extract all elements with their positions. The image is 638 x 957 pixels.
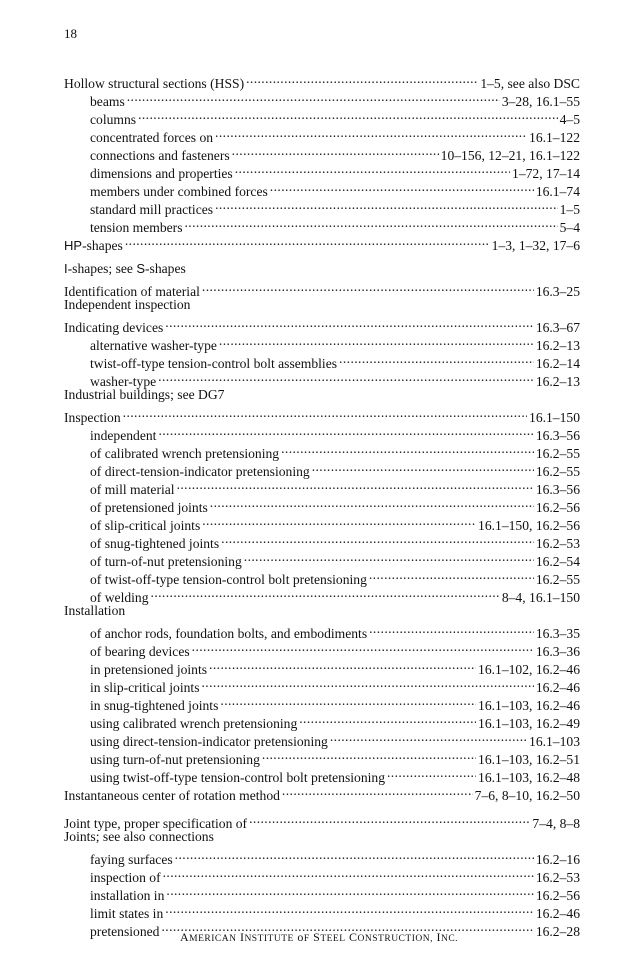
index-term bbox=[90, 147, 230, 165]
page-reference: 16.2–53 bbox=[535, 870, 580, 885]
dot-leader bbox=[299, 710, 476, 728]
index-entry bbox=[64, 314, 580, 335]
page-reference: 16.1–103 bbox=[529, 734, 580, 749]
index-subentry bbox=[64, 106, 580, 127]
index-term-text: Identification of material bbox=[64, 284, 200, 299]
index-term bbox=[90, 517, 200, 535]
page-reference: 16.2–16 bbox=[535, 852, 580, 867]
index-term bbox=[90, 905, 163, 923]
page-reference: 16.2–55 bbox=[535, 464, 580, 479]
index-term bbox=[90, 715, 297, 733]
index-term-text: faying surfaces bbox=[90, 852, 173, 867]
index-term-text: of bearing devices bbox=[90, 644, 190, 659]
index-subentry bbox=[64, 422, 580, 443]
index-entry bbox=[64, 296, 580, 314]
page-reference: 16.3–56 bbox=[535, 428, 580, 443]
index-term bbox=[90, 751, 260, 769]
dot-leader bbox=[330, 728, 527, 746]
page-reference: 16.1–122 bbox=[529, 130, 580, 145]
page-reference: 10–156, 12–21, 16.1–122 bbox=[440, 148, 580, 163]
dot-leader bbox=[202, 278, 534, 296]
dot-leader bbox=[158, 422, 533, 440]
dot-leader bbox=[235, 160, 510, 178]
page-reference: 16.2–28 bbox=[535, 924, 580, 939]
dot-leader bbox=[177, 476, 534, 494]
dot-leader bbox=[281, 440, 534, 458]
index-term-text: dimensions and properties bbox=[90, 166, 233, 181]
index-term-text: using calibrated wrench pretensioning bbox=[90, 716, 298, 731]
page-reference: 8–4, 16.1–150 bbox=[501, 590, 580, 605]
dot-leader bbox=[166, 882, 533, 900]
page-reference: 16.3–56 bbox=[535, 482, 580, 497]
dot-leader bbox=[158, 368, 534, 386]
index-term-text: connections and fasteners bbox=[90, 148, 230, 163]
footer-text: AMERICAN INSTITUTE oF STEEL CONSTRUCTION, INC. bbox=[179, 930, 459, 944]
index-term-text: inspection of bbox=[90, 870, 161, 885]
dot-leader bbox=[369, 620, 534, 638]
dot-leader bbox=[244, 548, 534, 566]
index-term bbox=[64, 828, 214, 846]
page-reference: 16.3–25 bbox=[535, 284, 580, 299]
index-entry bbox=[64, 278, 580, 299]
index-term-text: Instantaneous center of rotation method bbox=[64, 788, 280, 803]
page-reference: 16.1–150, 16.2–56 bbox=[478, 518, 580, 533]
page-reference: 1–72, 17–14 bbox=[512, 166, 580, 181]
index-term-text: Industrial buildings; see DG7 bbox=[64, 387, 225, 402]
dot-leader bbox=[151, 584, 500, 602]
page-reference: 16.2–54 bbox=[535, 554, 580, 569]
page-reference: 16.1–150 bbox=[529, 410, 580, 425]
index-term-text: of turn-of-nut pretensioning bbox=[90, 554, 242, 569]
index-subentry bbox=[64, 846, 580, 867]
page-reference: 16.3–67 bbox=[535, 320, 580, 335]
page-reference: 16.3–35 bbox=[535, 626, 580, 641]
dot-leader bbox=[270, 178, 534, 196]
dot-leader bbox=[202, 674, 534, 692]
dot-leader bbox=[282, 782, 473, 800]
dot-leader bbox=[165, 900, 534, 918]
index-term-text: -shapes bbox=[82, 238, 123, 253]
page-reference: 1–5 bbox=[559, 202, 580, 217]
index-term-text: twist-off-type tension-control bolt assemblies bbox=[90, 356, 338, 371]
dot-leader bbox=[163, 864, 534, 882]
index-term-text: in slip-critical joints bbox=[90, 680, 200, 695]
index-term bbox=[90, 661, 207, 679]
dot-leader bbox=[210, 494, 534, 512]
page-reference: 3–28, 16.1–55 bbox=[501, 94, 580, 109]
index-entry bbox=[64, 70, 580, 91]
dot-leader bbox=[215, 196, 558, 214]
page-reference: 16.3–36 bbox=[535, 644, 580, 659]
index-term-text: of pretensioned joints bbox=[90, 500, 208, 515]
index-term bbox=[90, 111, 136, 129]
dot-leader bbox=[125, 232, 490, 250]
dot-leader bbox=[123, 404, 527, 422]
page-reference: 1–3, 1–32, 17–6 bbox=[491, 238, 580, 253]
index-term bbox=[90, 553, 242, 571]
index-term-text: Indicating devices bbox=[64, 320, 164, 335]
index-term bbox=[64, 602, 125, 620]
index-term-text: of direct-tension-indicator pretensioning bbox=[90, 464, 310, 479]
index-term bbox=[64, 787, 280, 805]
index-term bbox=[64, 319, 163, 337]
index-term-text: in pretensioned joints bbox=[90, 662, 208, 677]
index-term-text: using twist-off-type tension-control bolt pretensioning bbox=[90, 770, 385, 785]
index-term bbox=[90, 93, 125, 111]
dot-leader bbox=[369, 566, 534, 584]
page-reference: 5–4 bbox=[559, 220, 580, 235]
dot-leader bbox=[339, 350, 534, 368]
index-term bbox=[90, 643, 190, 661]
index-subentry bbox=[64, 620, 580, 641]
index-term bbox=[90, 481, 175, 499]
dot-leader bbox=[202, 512, 476, 530]
index-term-text: tension members bbox=[90, 220, 183, 235]
index-term-text: of mill material bbox=[90, 482, 175, 497]
index-term-text: -shapes; see bbox=[67, 261, 137, 276]
page-reference: 16.2–46 bbox=[535, 906, 580, 921]
index-term bbox=[90, 535, 219, 553]
index-term-text: alternative washer-type bbox=[90, 338, 217, 353]
index-term-text: limit states in bbox=[90, 906, 164, 921]
page-reference: 16.1–103, 16.2–46 bbox=[478, 698, 580, 713]
dot-leader bbox=[249, 810, 530, 828]
index-entry bbox=[64, 386, 580, 404]
page-reference: 16.2–53 bbox=[535, 536, 580, 551]
index-term-text: Installation bbox=[64, 603, 126, 618]
page-reference: 4–5 bbox=[559, 112, 580, 127]
dot-leader bbox=[232, 142, 439, 160]
index-term bbox=[90, 337, 217, 355]
index-term bbox=[90, 851, 173, 869]
page-reference: 16.2–56 bbox=[535, 888, 580, 903]
index-subentry bbox=[64, 124, 580, 145]
index-term-text: beams bbox=[90, 94, 125, 109]
index-term bbox=[64, 386, 224, 404]
dot-leader bbox=[220, 692, 476, 710]
index-term-text: Inspection bbox=[64, 410, 121, 425]
index-term bbox=[90, 165, 233, 183]
page-reference: 7–6, 8–10, 16.2–50 bbox=[474, 788, 580, 803]
index-term bbox=[64, 237, 123, 255]
page-reference: 1–5, see also DSC bbox=[480, 76, 580, 91]
index-term-text: of slip-critical joints bbox=[90, 518, 201, 533]
dot-leader bbox=[192, 638, 534, 656]
page-reference: 16.2–46 bbox=[535, 680, 580, 695]
index-term bbox=[64, 260, 186, 278]
page-reference: 16.2–13 bbox=[535, 374, 580, 389]
dot-leader bbox=[387, 764, 476, 782]
page-reference: 16.1–103, 16.2–51 bbox=[478, 752, 580, 767]
index-entry bbox=[64, 404, 580, 425]
page-number: 18 bbox=[64, 26, 77, 41]
index-entry bbox=[64, 232, 580, 253]
index-term-text: using turn-of-nut pretensioning bbox=[90, 752, 260, 767]
index-term bbox=[64, 409, 121, 427]
shape-designation: S bbox=[136, 261, 145, 276]
index-term-text: of anchor rods, foundation bolts, and embodiments bbox=[90, 626, 368, 641]
index-term bbox=[90, 869, 161, 887]
dot-leader bbox=[219, 332, 534, 350]
index-term bbox=[90, 427, 156, 445]
index-term-text: using direct-tension-indicator pretensioning bbox=[90, 734, 328, 749]
index-term-text: Joints; see also connections bbox=[64, 829, 214, 844]
dot-leader bbox=[215, 124, 527, 142]
index-term-text: Independent inspection bbox=[64, 297, 191, 312]
index-entry bbox=[64, 828, 580, 846]
index-term-text: of snug-tightened joints bbox=[90, 536, 220, 551]
dot-leader bbox=[127, 88, 500, 106]
index-term-text: of twist-off-type tension-control bolt pretensioning bbox=[90, 572, 367, 587]
dot-leader bbox=[138, 106, 558, 124]
dot-leader bbox=[312, 458, 534, 476]
shape-designation: I bbox=[64, 261, 68, 276]
dot-leader bbox=[165, 314, 534, 332]
index-term bbox=[64, 296, 190, 314]
index-entry bbox=[64, 810, 580, 831]
index-term-text: installation in bbox=[90, 888, 165, 903]
dot-leader bbox=[185, 214, 558, 232]
page-reference: 16.2–55 bbox=[535, 446, 580, 461]
index-term-text: in snug-tightened joints bbox=[90, 698, 219, 713]
dot-leader bbox=[175, 846, 534, 864]
dot-leader bbox=[262, 746, 476, 764]
page-reference: 7–4, 8–8 bbox=[532, 816, 580, 831]
page-reference: 16.2–56 bbox=[535, 500, 580, 515]
index-term bbox=[90, 697, 218, 715]
index-term-text: members under combined forces bbox=[90, 184, 268, 199]
index-term bbox=[90, 887, 164, 905]
page-reference: 16.1–102, 16.2–46 bbox=[478, 662, 580, 677]
index-term bbox=[90, 499, 208, 517]
page-reference: 16.1–103, 16.2–48 bbox=[478, 770, 580, 785]
shape-designation: HP bbox=[64, 238, 83, 253]
index-term bbox=[90, 679, 200, 697]
page-reference: 16.1–103, 16.2–49 bbox=[478, 716, 580, 731]
index-entry bbox=[64, 260, 580, 278]
index-term-text: columns bbox=[90, 112, 137, 127]
page-reference: 16.1–74 bbox=[535, 184, 580, 199]
index-term-text: pretensioned bbox=[90, 924, 160, 939]
dot-leader bbox=[221, 530, 534, 548]
index-term-text: of calibrated wrench pretensioning bbox=[90, 446, 280, 461]
index-term bbox=[90, 129, 213, 147]
dot-leader bbox=[246, 70, 478, 88]
index-term-text: concentrated forces on bbox=[90, 130, 214, 145]
page-reference: 16.2–14 bbox=[535, 356, 580, 371]
index-term-text: -shapes bbox=[145, 261, 186, 276]
index-term-text: independent bbox=[90, 428, 157, 443]
index-term-text: standard mill practices bbox=[90, 202, 214, 217]
page-footer bbox=[0, 930, 638, 945]
index-term bbox=[90, 445, 279, 463]
index-term-text: Hollow structural sections (HSS) bbox=[64, 76, 245, 91]
index-term-text: of welding bbox=[90, 590, 149, 605]
index-term-text: washer-type bbox=[90, 374, 157, 389]
dot-leader bbox=[209, 656, 476, 674]
page-reference: 16.2–13 bbox=[535, 338, 580, 353]
index-term-text: Joint type, proper specification of bbox=[64, 816, 248, 831]
page-reference: 16.2–55 bbox=[535, 572, 580, 587]
